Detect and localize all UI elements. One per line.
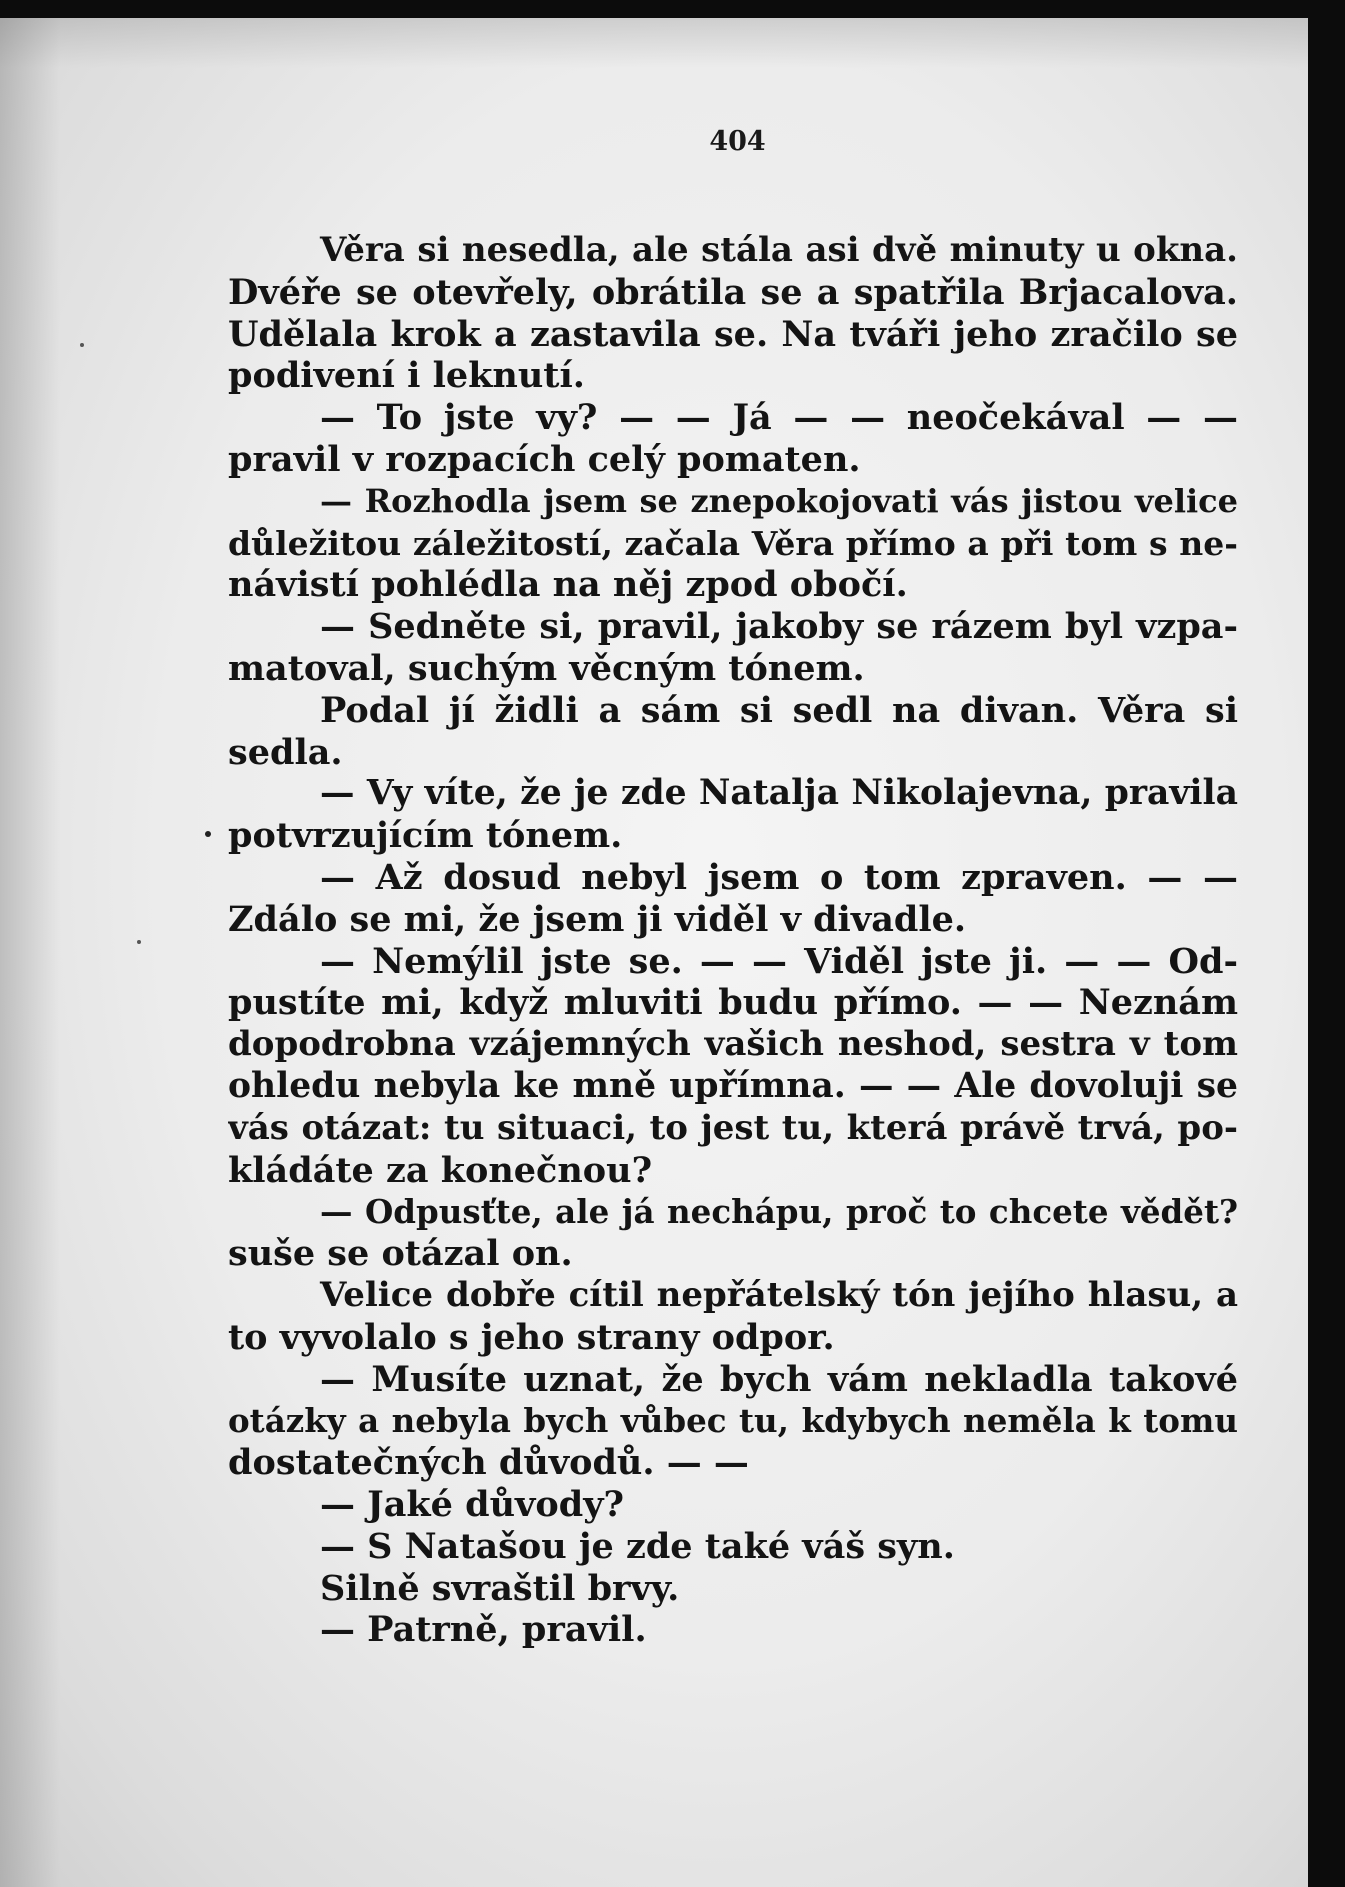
text-line: dostatečných důvodů. — — (228, 1442, 749, 1484)
text-line: sedla. (228, 731, 343, 773)
text-line: vás otázat: tu situaci, to jest tu, která právě trvá, po- (228, 1107, 1238, 1148)
text-line: návistí pohlédla na něj zpod obočí. (228, 564, 908, 606)
text-line: Velice dobře cítil nepřátelský tón jejího hlasu, a (320, 1274, 1238, 1315)
text-line: Udělala krok a zastavila se. Na tváři jeho zračilo se (228, 313, 1238, 355)
ink-speck (80, 343, 84, 347)
text-line: důležitou záležitostí, začala Věra přímo a při tom s ne- (228, 523, 1238, 563)
text-line: — To jste vy? — — Já — — neočekával — — (320, 397, 1238, 439)
text-line: pustíte mi, když mluviti budu přímo. — — Neznám (228, 982, 1238, 1024)
ink-speck (205, 831, 211, 837)
text-line: podivení i leknutí. (228, 355, 585, 397)
text-line: to vyvolalo s jeho strany odpor. (228, 1316, 835, 1358)
text-line: — Sedněte si, pravil, jakoby se rázem byl vzpa- (320, 606, 1238, 648)
text-line: — Odpusťte, ale já nechápu, proč to chcete vědět? (320, 1192, 1238, 1232)
text-line: Silně svraštil brvy. (320, 1567, 680, 1609)
text-line: kládáte za konečnou? (228, 1149, 653, 1191)
text-line: pravil v rozpacích celý pomaten. (228, 438, 861, 480)
body-text (228, 230, 1238, 1651)
text-line: dopodrobna vzájemných vašich neshod, sestra v tom (228, 1024, 1238, 1065)
page-number: 404 (709, 126, 766, 157)
text-line: ohledu nebyla ke mně upřímna. — — Ale dovoluji se (228, 1065, 1238, 1106)
text-line: — S Natašou je zde také váš syn. (320, 1525, 955, 1567)
text-line: — Až dosud nebyl jsem o tom zpraven. — — (320, 856, 1238, 898)
text-line: Dvéře se otevřely, obrátila se a spatřila Brjacalova. (228, 271, 1238, 313)
text-line: — Patrně, pravil. (320, 1609, 647, 1651)
text-line: — Vy víte, že je zde Natalja Nikolajevna, pravila (320, 773, 1238, 814)
text-line: potvrzujícím tónem. (228, 815, 623, 857)
book-page (0, 18, 1308, 1887)
text-line: otázky a nebyla bych vůbec tu, kdybych neměla k tomu (228, 1401, 1238, 1441)
text-line: Věra si nesedla, ale stála asi dvě minuty u okna. (320, 230, 1238, 270)
text-line: — Rozhodla jsem se znepokojovati vás jistou velice (320, 481, 1238, 520)
text-line: suše se otázal on. (228, 1233, 573, 1275)
text-line: — Musíte uznat, že bych vám nekladla takové (320, 1358, 1238, 1400)
text-line: — Jaké důvody? (320, 1483, 625, 1525)
text-line: Podal jí židli a sám si sedl na divan. Věra si (320, 689, 1238, 731)
text-line: matoval, suchým věcným tónem. (228, 647, 865, 689)
text-line: Zdálo se mi, že jsem ji viděl v divadle. (228, 898, 967, 940)
text-line: — Nemýlil jste se. — — Viděl jste ji. — — Od- (320, 940, 1238, 982)
ink-speck (137, 940, 141, 944)
